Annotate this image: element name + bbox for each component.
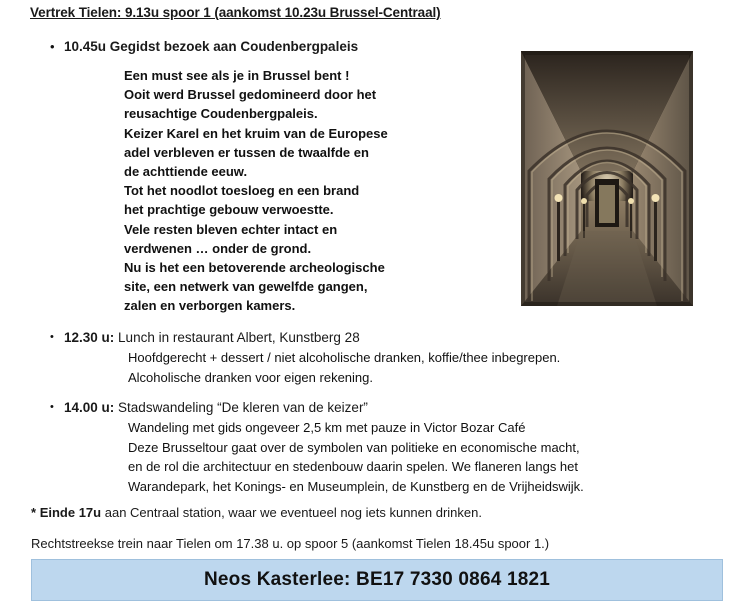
description-line: verdwenen … onder de grond. — [124, 240, 312, 256]
list-item — [50, 328, 360, 347]
bullet-icon — [50, 37, 64, 56]
end-time-rest: aan Centraal station, waar we eventueel nog iets kunnen drinken. — [104, 505, 482, 520]
walk-details — [128, 418, 648, 496]
end-time-label: Einde 17u — [39, 505, 102, 520]
description-line: Ooit werd Brussel gedomineerd door het — [124, 87, 377, 103]
lunch-details — [128, 348, 560, 387]
description-line: Keizer Karel en het kruim van de Europese — [124, 125, 388, 141]
walk-time: 14.00 u: — [64, 400, 115, 415]
detail-line: Alcoholische dranken voor eigen rekening. — [128, 369, 373, 385]
bank-account-banner — [31, 559, 723, 601]
coudenberg-description — [124, 66, 414, 316]
lunch-time: 12.30 u: — [64, 330, 115, 345]
return-train-line: Rechtstreekse trein naar Tielen om 17.38 u. op spoor 5 (aankomst Tielen 18.45u spoor 1.) — [31, 536, 550, 551]
description-line: Nu is het een betoverende archeologische — [124, 260, 385, 276]
description-line: Een must see als je in Brussel bent ! — [124, 68, 350, 83]
description-line: adel verbleven er tussen de twaalfde en — [124, 144, 369, 160]
bank-account-text: Neos Kasterlee: BE17 7330 0864 1821 — [203, 569, 551, 590]
bullet-icon — [50, 328, 64, 347]
description-line: Vele resten bleven echter intact en — [124, 221, 338, 237]
lunch-title: Lunch in restaurant Albert, Kunstberg 28 — [118, 330, 360, 345]
list-item-label: 10.45u Gegidst bezoek aan Coudenbergpaleis — [64, 39, 359, 54]
walk-entry — [64, 398, 368, 417]
asterisk-marker: * — [31, 505, 37, 520]
end-of-day-line — [31, 504, 482, 522]
walk-title: Stadswandeling “De kleren van de keizer” — [118, 400, 368, 415]
description-line: zalen en verborgen kamers. — [124, 298, 296, 314]
detail-line: Wandeling met gids ongeveer 2,5 km met pauze in Victor Bozar Café — [128, 420, 526, 435]
description-line: Tot het noodlot toesloeg en een brand — [124, 183, 360, 199]
detail-line: en de rol die architectuur en stedenbouw daarin spelen. We flaneren langs het — [128, 459, 578, 474]
list-item — [50, 37, 358, 56]
detail-line: Hoofdgerecht + dessert / niet alcoholische dranken, koffie/thee inbegrepen. — [128, 350, 561, 365]
description-line: de achttiende eeuw. — [124, 164, 248, 180]
list-item — [50, 398, 368, 417]
page-title: Vertrek Tielen: 9.13u spoor 1 (aankomst 10.23u Brussel-Centraal) — [30, 5, 441, 20]
bullet-icon — [50, 398, 64, 417]
description-line: reusachtige Coudenbergpaleis. — [124, 106, 318, 122]
description-line: site, een netwerk van gewelfde gangen, — [124, 279, 368, 295]
detail-line: Deze Brusseltour gaat over de symbolen van politieke en economische macht, — [128, 439, 580, 455]
lunch-entry — [64, 328, 360, 347]
description-line: het prachtige gebouw verwoestte. — [124, 202, 334, 218]
detail-line: Warandepark, het Konings- en Museumplein, de Kunstberg en de Vrijheidswijk. — [128, 478, 584, 494]
coudenberg-photo — [521, 51, 693, 306]
